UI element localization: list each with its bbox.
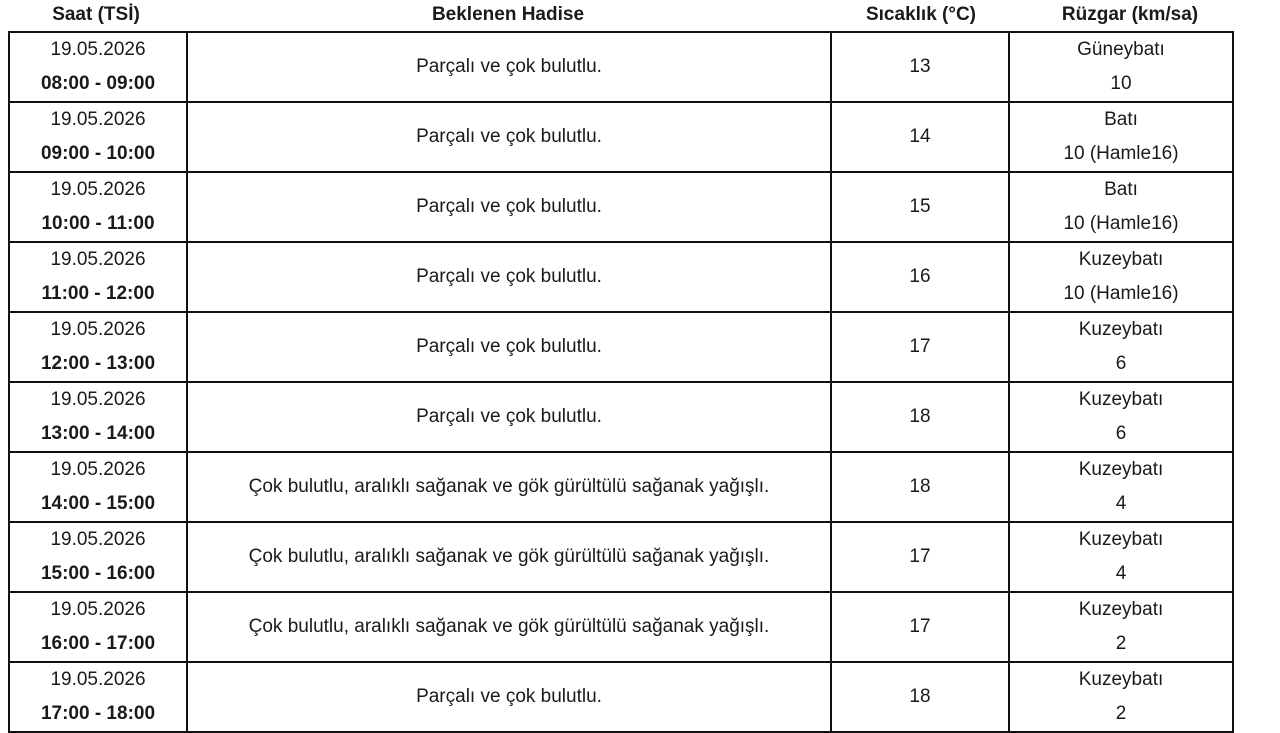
temperature-cell bbox=[831, 102, 1009, 172]
wind-direction-text: Kuzeybatı bbox=[1078, 529, 1164, 550]
description-cell bbox=[187, 242, 831, 312]
wind-cell bbox=[1009, 312, 1233, 382]
wind-speed-text: 10 (Hamle16) bbox=[1063, 143, 1179, 164]
time-cell bbox=[9, 382, 187, 452]
time-range-text: 15:00 - 16:00 bbox=[40, 563, 156, 584]
wind-cell bbox=[1009, 242, 1233, 312]
description-cell bbox=[187, 312, 831, 382]
time-range-text: 16:00 - 17:00 bbox=[40, 633, 156, 654]
date-text: 19.05.2026 bbox=[50, 319, 146, 340]
date-text: 19.05.2026 bbox=[50, 249, 146, 270]
temperature-text: 13 bbox=[909, 56, 931, 77]
temperature-text: 18 bbox=[909, 686, 931, 707]
table-row bbox=[9, 242, 1233, 312]
temperature-cell bbox=[831, 242, 1009, 312]
description-cell bbox=[187, 522, 831, 592]
date-text: 19.05.2026 bbox=[50, 529, 146, 550]
wind-speed-text: 4 bbox=[1115, 493, 1127, 514]
temperature-cell bbox=[831, 452, 1009, 522]
date-text: 19.05.2026 bbox=[50, 669, 146, 690]
temperature-cell bbox=[831, 382, 1009, 452]
header-temperature: Sıcaklık (°C) bbox=[865, 4, 977, 25]
wind-cell bbox=[1009, 102, 1233, 172]
temperature-text: 16 bbox=[909, 266, 931, 287]
table-row bbox=[9, 172, 1233, 242]
time-cell bbox=[9, 172, 187, 242]
description-text: Parçalı ve çok bulutlu. bbox=[416, 266, 602, 287]
table-header-row bbox=[0, 0, 1280, 30]
temperature-text: 18 bbox=[909, 406, 931, 427]
table-row bbox=[9, 102, 1233, 172]
time-range-text: 09:00 - 10:00 bbox=[40, 143, 156, 164]
description-text: Parçalı ve çok bulutlu. bbox=[416, 336, 602, 357]
wind-speed-text: 10 (Hamle16) bbox=[1063, 283, 1179, 304]
temperature-text: 18 bbox=[909, 476, 931, 497]
wind-speed-text: 10 (Hamle16) bbox=[1063, 213, 1179, 234]
date-text: 19.05.2026 bbox=[50, 459, 146, 480]
time-range-text: 13:00 - 14:00 bbox=[40, 423, 156, 444]
table-row bbox=[9, 662, 1233, 732]
time-cell bbox=[9, 242, 187, 312]
time-cell bbox=[9, 32, 187, 102]
forecast-table bbox=[8, 31, 1234, 733]
description-cell bbox=[187, 172, 831, 242]
wind-speed-text: 4 bbox=[1115, 563, 1127, 584]
wind-direction-text: Kuzeybatı bbox=[1078, 669, 1164, 690]
temperature-text: 14 bbox=[909, 126, 931, 147]
table-row bbox=[9, 32, 1233, 102]
description-text: Parçalı ve çok bulutlu. bbox=[416, 686, 602, 707]
time-range-text: 12:00 - 13:00 bbox=[40, 353, 156, 374]
description-cell bbox=[187, 102, 831, 172]
time-range-text: 17:00 - 18:00 bbox=[40, 703, 156, 724]
description-cell bbox=[187, 32, 831, 102]
temperature-cell bbox=[831, 312, 1009, 382]
description-cell bbox=[187, 382, 831, 452]
wind-direction-text: Kuzeybatı bbox=[1078, 249, 1164, 270]
date-text: 19.05.2026 bbox=[50, 39, 146, 60]
temperature-cell bbox=[831, 522, 1009, 592]
time-range-text: 08:00 - 09:00 bbox=[40, 73, 156, 94]
time-cell bbox=[9, 662, 187, 732]
wind-cell bbox=[1009, 452, 1233, 522]
wind-speed-text: 2 bbox=[1115, 633, 1127, 654]
date-text: 19.05.2026 bbox=[50, 389, 146, 410]
temperature-text: 15 bbox=[909, 196, 931, 217]
table-row bbox=[9, 452, 1233, 522]
temperature-cell bbox=[831, 172, 1009, 242]
wind-direction-text: Kuzeybatı bbox=[1078, 459, 1164, 480]
time-range-text: 11:00 - 12:00 bbox=[41, 283, 155, 304]
description-text: Çok bulutlu, aralıklı sağanak ve gök gürültülü sağanak yağışlı. bbox=[248, 476, 770, 497]
time-cell bbox=[9, 102, 187, 172]
wind-cell bbox=[1009, 592, 1233, 662]
wind-cell bbox=[1009, 522, 1233, 592]
description-cell bbox=[187, 592, 831, 662]
description-text: Parçalı ve çok bulutlu. bbox=[416, 196, 602, 217]
time-cell bbox=[9, 452, 187, 522]
description-text: Parçalı ve çok bulutlu. bbox=[416, 56, 602, 77]
date-text: 19.05.2026 bbox=[50, 179, 146, 200]
table-row bbox=[9, 382, 1233, 452]
wind-cell bbox=[1009, 32, 1233, 102]
wind-cell bbox=[1009, 382, 1233, 452]
wind-speed-text: 6 bbox=[1115, 423, 1127, 444]
description-cell bbox=[187, 452, 831, 522]
wind-direction-text: Kuzeybatı bbox=[1078, 599, 1164, 620]
date-text: 19.05.2026 bbox=[50, 109, 146, 130]
temperature-text: 17 bbox=[909, 336, 931, 357]
temperature-cell bbox=[831, 592, 1009, 662]
header-time: Saat (TSİ) bbox=[52, 4, 140, 25]
temperature-cell bbox=[831, 662, 1009, 732]
time-cell bbox=[9, 592, 187, 662]
forecast-table-body bbox=[9, 32, 1233, 732]
table-row bbox=[9, 592, 1233, 662]
description-text: Çok bulutlu, aralıklı sağanak ve gök gürültülü sağanak yağışlı. bbox=[248, 616, 770, 637]
header-wind: Rüzgar (km/sa) bbox=[1061, 4, 1199, 25]
wind-direction-text: Kuzeybatı bbox=[1078, 319, 1164, 340]
time-range-text: 10:00 - 11:00 bbox=[41, 213, 155, 234]
wind-direction-text: Güneybatı bbox=[1077, 39, 1165, 60]
description-text: Parçalı ve çok bulutlu. bbox=[416, 406, 602, 427]
time-cell bbox=[9, 312, 187, 382]
wind-direction-text: Batı bbox=[1104, 179, 1138, 200]
table-row bbox=[9, 312, 1233, 382]
header-description: Beklenen Hadise bbox=[431, 4, 585, 25]
temperature-text: 17 bbox=[909, 546, 931, 567]
date-text: 19.05.2026 bbox=[50, 599, 146, 620]
time-cell bbox=[9, 522, 187, 592]
wind-speed-text: 2 bbox=[1115, 703, 1127, 724]
temperature-text: 17 bbox=[909, 616, 931, 637]
wind-direction-text: Kuzeybatı bbox=[1078, 389, 1164, 410]
wind-speed-text: 6 bbox=[1115, 353, 1127, 374]
description-cell bbox=[187, 662, 831, 732]
wind-cell bbox=[1009, 172, 1233, 242]
wind-cell bbox=[1009, 662, 1233, 732]
temperature-cell bbox=[831, 32, 1009, 102]
time-range-text: 14:00 - 15:00 bbox=[40, 493, 156, 514]
wind-direction-text: Batı bbox=[1104, 109, 1138, 130]
description-text: Çok bulutlu, aralıklı sağanak ve gök gürültülü sağanak yağışlı. bbox=[248, 546, 770, 567]
table-row bbox=[9, 522, 1233, 592]
description-text: Parçalı ve çok bulutlu. bbox=[416, 126, 602, 147]
wind-speed-text: 10 bbox=[1110, 73, 1132, 94]
